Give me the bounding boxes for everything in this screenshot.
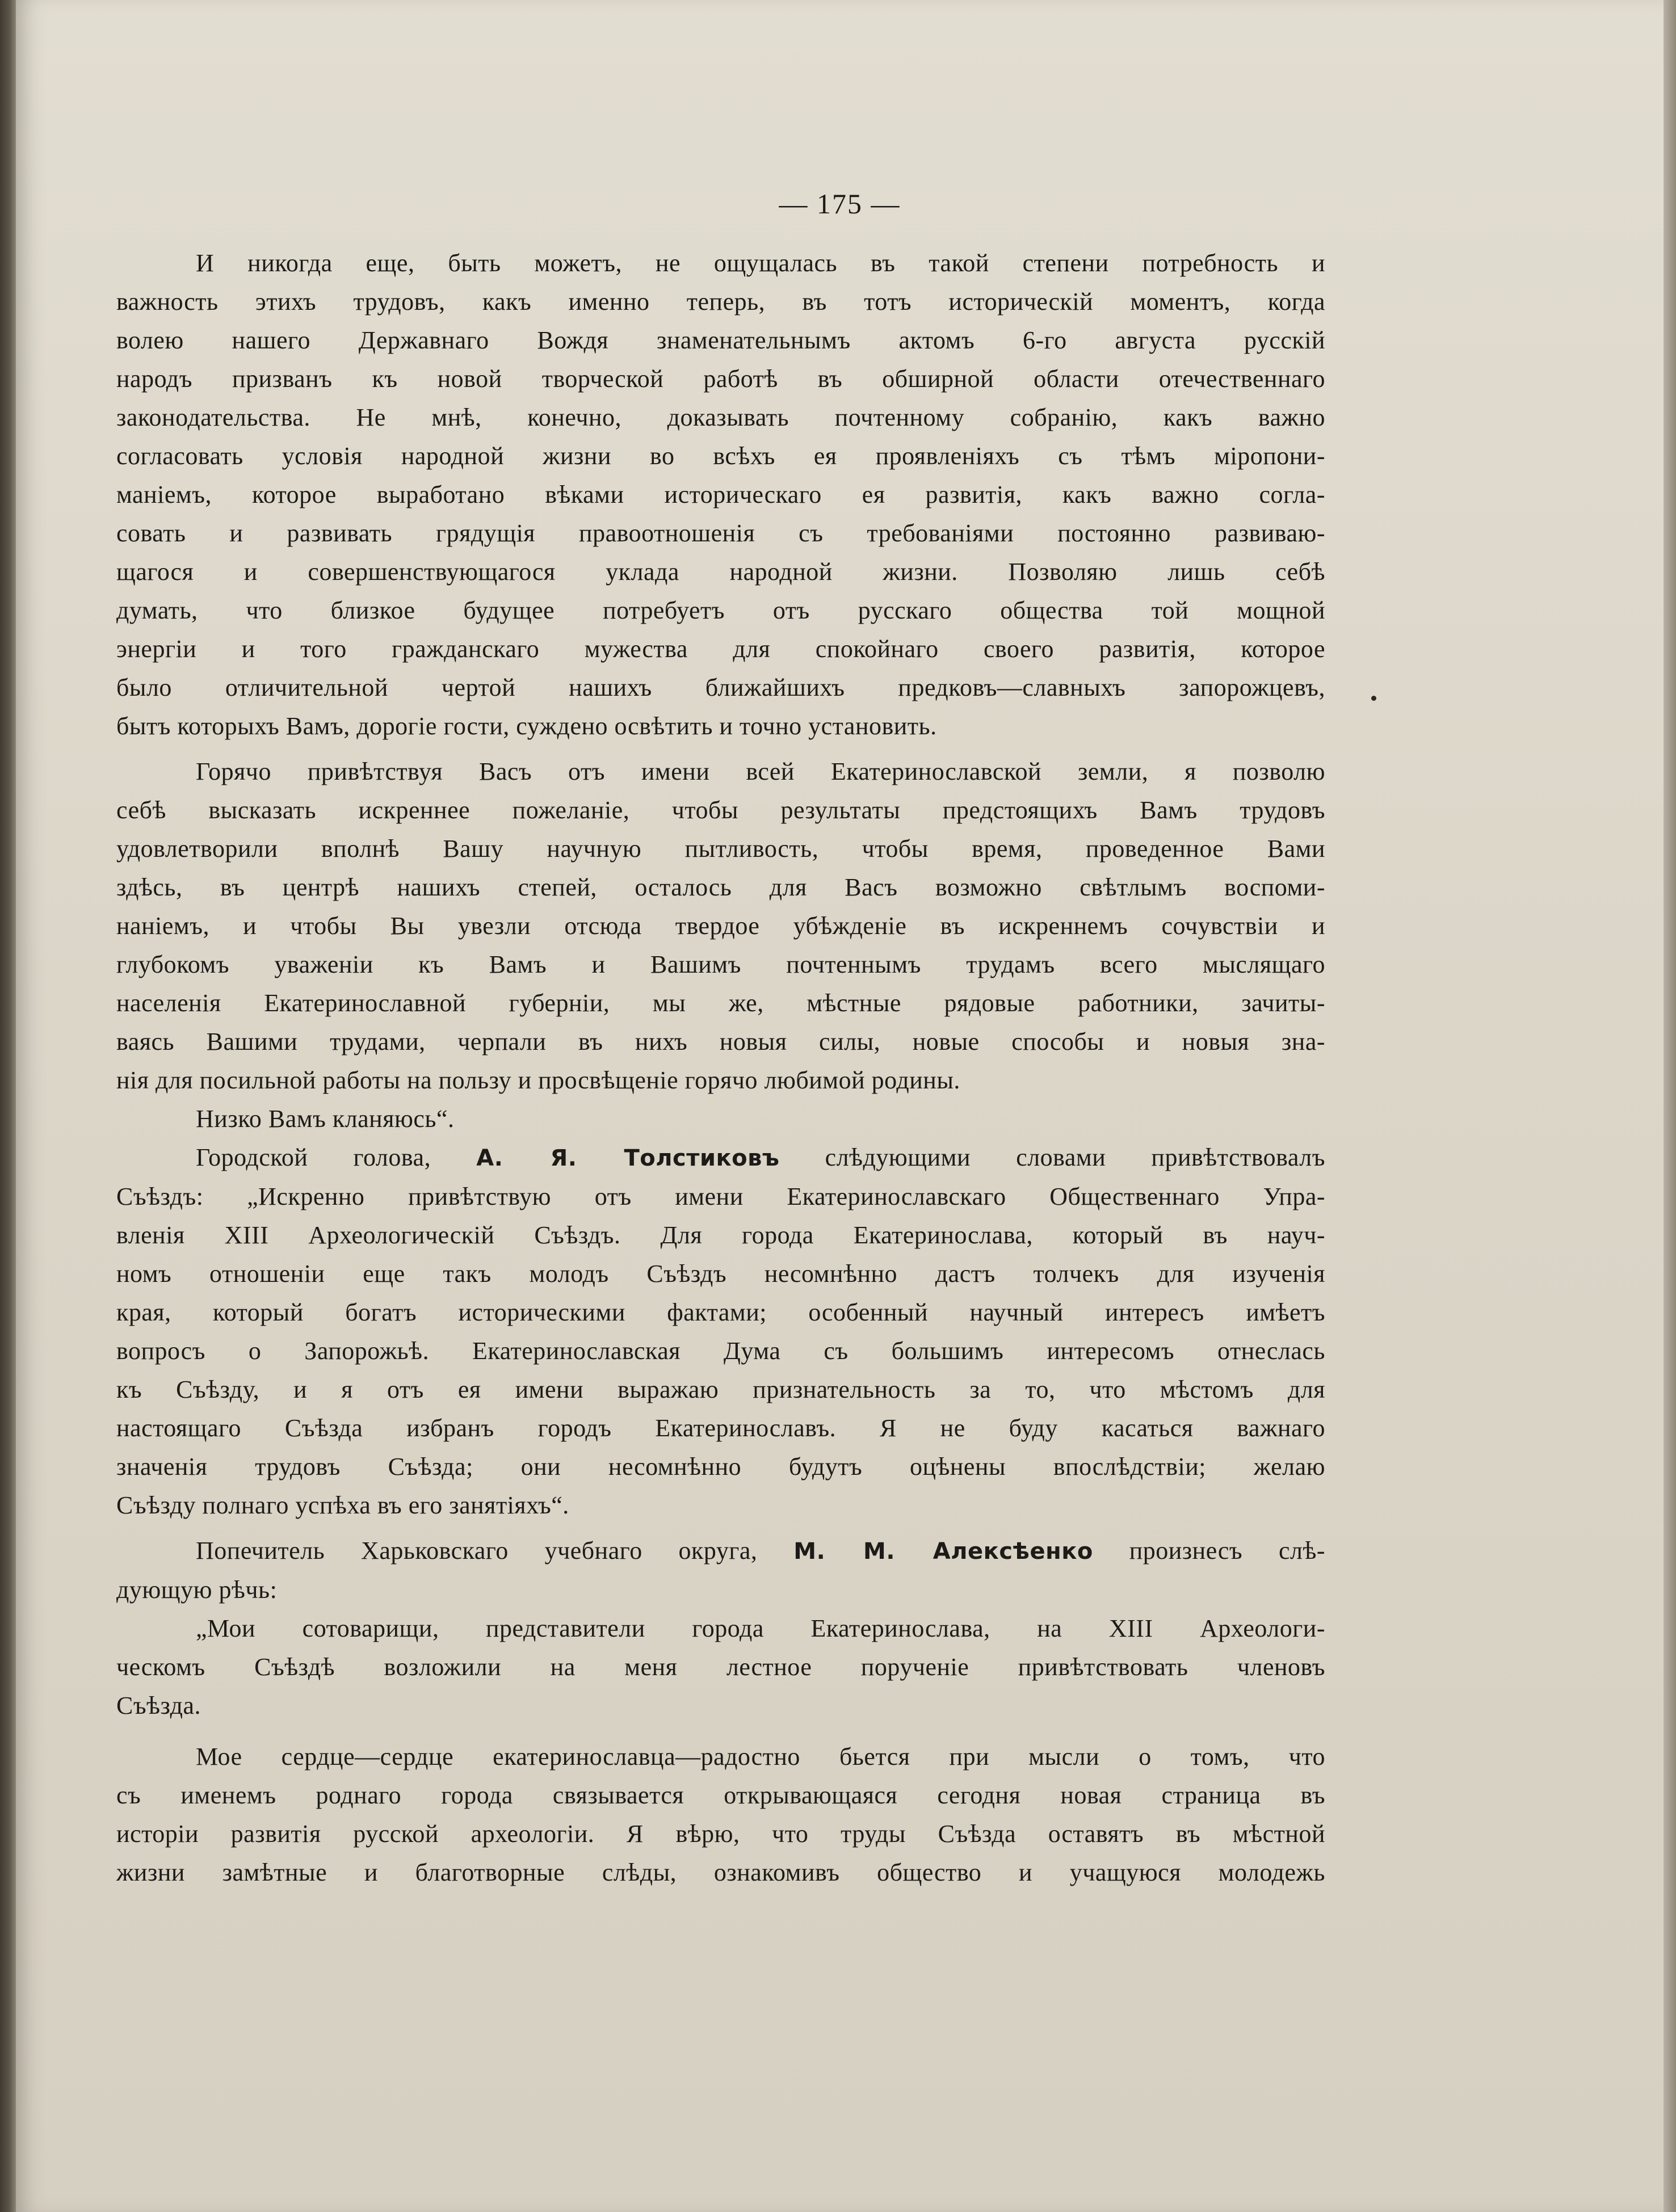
text-line: номъ отношеніи еще такъ молодъ Съѣздъ несомнѣнно дастъ толчекъ для изученія bbox=[116, 1260, 1325, 1288]
text-line: И никогда еще, быть можетъ, не ощущалась въ такой степени потребность и bbox=[196, 249, 1325, 277]
text-line: дующую рѣчь: bbox=[116, 1576, 278, 1604]
text-line: наніемъ, и чтобы Вы увезли отсюда твердое убѣжденіе въ искреннемъ сочувствіи и bbox=[116, 912, 1325, 940]
text-line: глубокомъ уваженіи къ Вамъ и Вашимъ почтеннымъ трудамъ всего мыслящаго bbox=[116, 951, 1325, 978]
speaker-name: М. М. Алексѣенко bbox=[793, 1538, 1093, 1565]
text-line: съ именемъ роднаго города связывается открывающаяся сегодня новая страница въ bbox=[116, 1781, 1325, 1809]
text-run: Городской голова, bbox=[196, 1143, 477, 1171]
text-line: энергіи и того гражданскаго мужества для спокойнаго своего развитія, которое bbox=[116, 635, 1325, 663]
text-line: щагося и совершенствующагося уклада народной жизни. Позволяю лишь себѣ bbox=[116, 558, 1325, 586]
text-line: здѣсь, въ центрѣ нашихъ степей, осталось для Васъ возможно свѣтлымъ воспоми- bbox=[116, 873, 1325, 901]
text-line: Мое сердце—сердце екатеринославца—радостно бьется при мысли о томъ, что bbox=[196, 1743, 1325, 1771]
text-line: населенія Екатеринославной губерніи, мы же, мѣстные рядовые работники, зачиты- bbox=[116, 989, 1325, 1017]
paragraph bbox=[116, 1609, 1325, 1725]
text-run: произнесъ слѣ- bbox=[1093, 1537, 1325, 1565]
paragraph bbox=[116, 1138, 1325, 1525]
text-line: думать, что близкое будущее потребуетъ отъ русскаго общества той мощной bbox=[116, 596, 1325, 624]
text-line bbox=[116, 1138, 1325, 1178]
speaker-name: А. Я. Толстиковъ bbox=[476, 1145, 780, 1171]
text-line: бытъ которыхъ Вамъ, дорогіе гости, суждено освѣтить и точно установить. bbox=[116, 712, 937, 740]
text-line: ческомъ Съѣздѣ возложили на меня лестное порученіе привѣтствовать членовъ bbox=[116, 1653, 1325, 1681]
text-line: было отличительной чертой нашихъ ближайшихъ предковъ—славныхъ запорожцевъ, bbox=[116, 674, 1325, 701]
text-line: совать и развивать грядущія правоотношенія съ требованіями постоянно развиваю- bbox=[116, 519, 1325, 547]
text-line: исторіи развитія русской археологіи. Я вѣрю, что труды Съѣзда оставятъ въ мѣстной bbox=[116, 1820, 1325, 1848]
text-line: важность этихъ трудовъ, какъ именно теперь, въ тотъ историческій моментъ, когда bbox=[116, 288, 1325, 316]
page-body bbox=[116, 244, 1325, 1892]
paragraph bbox=[116, 1738, 1325, 1892]
text-line: законодательства. Не мнѣ, конечно, доказывать почтенному собранію, какъ важно bbox=[116, 403, 1325, 431]
next-page-edge bbox=[1664, 0, 1676, 2212]
text-line: себѣ высказать искреннее пожеланіе, чтобы результаты предстоящихъ Вамъ трудовъ bbox=[116, 796, 1325, 824]
text-line: края, который богатъ историческими фактами; особенный научный интересъ имѣетъ bbox=[116, 1298, 1325, 1326]
book-page bbox=[16, 0, 1664, 2212]
text-line: Низко Вамъ кланяюсь“. bbox=[196, 1105, 455, 1133]
text-run: Попечитель Харьковскаго учебнаго округа, bbox=[196, 1537, 794, 1565]
paragraph bbox=[116, 244, 1325, 746]
text-line: народъ призванъ къ новой творческой работѣ въ обширной области отечественнаго bbox=[116, 365, 1325, 393]
paragraph bbox=[116, 1100, 1325, 1138]
text-line: къ Съѣзду, и я отъ ея имени выражаю признательность за то, что мѣстомъ для bbox=[116, 1376, 1325, 1403]
ink-speck bbox=[1371, 696, 1376, 701]
text-line: значенія трудовъ Съѣзда; они несомнѣнно будутъ оцѣнены впослѣдствіи; желаю bbox=[116, 1453, 1325, 1481]
text-line: согласовать условія народной жизни во всѣхъ ея проявленіяхъ съ тѣмъ міропони- bbox=[116, 442, 1325, 470]
paragraph bbox=[116, 1532, 1325, 1609]
text-line: вопросъ о Запорожьѣ. Екатеринославская Дума съ большимъ интересомъ отнеслась bbox=[116, 1337, 1325, 1365]
text-run: слѣдующими словами привѣтствовалъ bbox=[779, 1143, 1326, 1171]
text-line: настоящаго Съѣзда избранъ городъ Екатеринославъ. Я не буду касаться важнаго bbox=[116, 1414, 1325, 1442]
text-line bbox=[116, 1532, 1325, 1571]
text-line: „Мои сотоварищи, представители города Екатеринослава, на XIII Археологи- bbox=[196, 1614, 1325, 1642]
text-line: Съѣздъ: „Искренно привѣтствую отъ имени Екатеринославскаго Общественнаго Упра- bbox=[116, 1183, 1325, 1210]
text-line: маніемъ, которое выработано вѣками историческаго ея развитія, какъ важно согла- bbox=[116, 481, 1325, 508]
text-line: ваясь Вашими трудами, черпали въ нихъ новыя силы, новые способы и новыя зна- bbox=[116, 1028, 1325, 1055]
book-gutter bbox=[0, 0, 16, 2212]
text-line: Горячо привѣтствуя Васъ отъ имени всей Екатеринославской земли, я позволю bbox=[196, 758, 1325, 785]
text-line: Съѣзда. bbox=[116, 1692, 201, 1719]
text-line: нія для посильной работы на пользу и просвѣщеніе горячо любимой родины. bbox=[116, 1066, 960, 1094]
text-line: вленія XIII Археологическій Съѣздъ. Для города Екатеринослава, который въ науч- bbox=[116, 1221, 1325, 1249]
text-line: удовлетворили вполнѣ Вашу научную пытливость, чтобы время, проведенное Вами bbox=[116, 835, 1325, 863]
text-line: жизни замѣтные и благотворные слѣды, ознакомивъ общество и учащуюся молодежь bbox=[116, 1858, 1325, 1886]
text-line: волею нашего Державнаго Вождя знаменательнымъ актомъ 6-го августа русскій bbox=[116, 326, 1325, 354]
text-line: Съѣзду полнаго успѣха въ его занятіяхъ“. bbox=[116, 1491, 569, 1519]
paragraph bbox=[116, 752, 1325, 1100]
page-number: — 175 — bbox=[779, 188, 901, 220]
